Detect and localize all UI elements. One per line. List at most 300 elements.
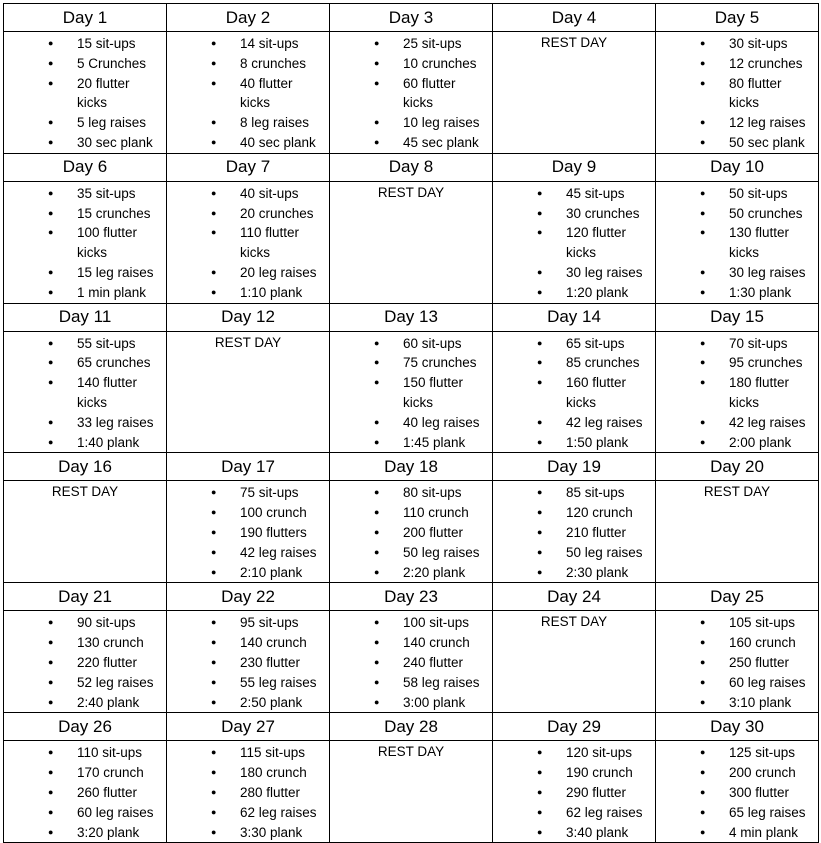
bullet-icon: ● bbox=[700, 637, 706, 648]
exercise-item bbox=[167, 184, 329, 204]
exercise-item bbox=[4, 74, 166, 114]
exercise-cell bbox=[4, 611, 167, 713]
bullet-icon: ● bbox=[537, 377, 543, 388]
bullet-icon: ● bbox=[211, 77, 217, 88]
bullet-icon: ● bbox=[374, 696, 380, 707]
exercise-cell bbox=[656, 611, 819, 713]
exercise-item bbox=[4, 783, 166, 803]
exercise-item bbox=[493, 783, 655, 803]
exercise-text: 280 flutter bbox=[240, 784, 301, 800]
exercise-text: 65 crunches bbox=[77, 355, 151, 371]
bullet-icon: ● bbox=[48, 117, 54, 128]
exercise-item bbox=[330, 334, 492, 354]
exercise-cell bbox=[4, 331, 167, 453]
exercise-text: 130 crunch bbox=[77, 635, 144, 651]
bullet-icon: ● bbox=[48, 286, 54, 297]
exercise-text: 170 crunch bbox=[77, 765, 144, 781]
exercise-text: 2:50 plank bbox=[240, 694, 303, 710]
day-header: Day 19 bbox=[493, 453, 656, 481]
bullet-icon: ● bbox=[700, 57, 706, 68]
exercise-text: 8 crunches bbox=[240, 55, 307, 71]
bullet-icon: ● bbox=[48, 77, 54, 88]
exercise-item bbox=[656, 763, 818, 783]
exercise-item bbox=[4, 263, 166, 283]
rest-day-cell bbox=[493, 611, 656, 713]
day-header: Day 3 bbox=[330, 4, 493, 32]
exercise-item bbox=[330, 433, 492, 453]
exercise-item bbox=[330, 34, 492, 54]
exercise-item bbox=[4, 743, 166, 763]
exercise-text: 3:00 plank bbox=[403, 694, 466, 710]
exercise-text: 90 sit-ups bbox=[77, 615, 136, 631]
exercise-item bbox=[656, 204, 818, 224]
bullet-icon: ● bbox=[537, 806, 543, 817]
exercise-item bbox=[167, 823, 329, 843]
exercise-cell bbox=[656, 181, 819, 303]
exercise-item bbox=[4, 223, 166, 263]
bullet-icon: ● bbox=[374, 117, 380, 128]
exercise-text: 120 sit-ups bbox=[566, 745, 633, 761]
bullet-icon: ● bbox=[211, 286, 217, 297]
bullet-icon: ● bbox=[48, 57, 54, 68]
day-header: Day 24 bbox=[493, 583, 656, 611]
exercise-item bbox=[656, 823, 818, 843]
week-exercise-row bbox=[4, 331, 819, 453]
exercise-item bbox=[167, 613, 329, 633]
exercise-item bbox=[330, 563, 492, 583]
exercise-item bbox=[330, 653, 492, 673]
exercise-item bbox=[330, 373, 492, 413]
day-header: Day 8 bbox=[330, 153, 493, 181]
bullet-icon: ● bbox=[48, 676, 54, 687]
exercise-item bbox=[4, 54, 166, 74]
exercise-text: 190 crunch bbox=[566, 765, 633, 781]
exercise-text: 115 sit-ups bbox=[240, 745, 306, 761]
rest-day-cell bbox=[330, 741, 493, 843]
exercise-cell bbox=[493, 741, 656, 843]
bullet-icon: ● bbox=[374, 57, 380, 68]
bullet-icon: ● bbox=[537, 207, 543, 218]
exercise-item bbox=[656, 223, 818, 263]
bullet-icon: ● bbox=[537, 286, 543, 297]
day-header: Day 12 bbox=[167, 303, 330, 331]
exercise-text: 300 flutter bbox=[729, 784, 790, 800]
exercise-item bbox=[493, 523, 655, 543]
exercise-item bbox=[330, 613, 492, 633]
rest-day-cell bbox=[167, 331, 330, 453]
exercise-item bbox=[656, 653, 818, 673]
exercise-text: 10 crunches bbox=[403, 55, 477, 71]
exercise-list bbox=[167, 32, 329, 153]
bullet-icon: ● bbox=[48, 266, 54, 277]
exercise-cell bbox=[330, 611, 493, 713]
exercise-text: 100 sit-ups bbox=[403, 615, 470, 631]
exercise-item bbox=[330, 413, 492, 433]
bullet-icon: ● bbox=[537, 487, 543, 498]
exercise-item bbox=[493, 373, 655, 413]
week-exercise-row bbox=[4, 181, 819, 303]
exercise-item bbox=[4, 823, 166, 843]
exercise-cell bbox=[493, 331, 656, 453]
exercise-item bbox=[656, 334, 818, 354]
exercise-text: 1:10 plank bbox=[240, 284, 303, 300]
exercise-item bbox=[656, 353, 818, 373]
bullet-icon: ● bbox=[374, 656, 380, 667]
bullet-icon: ● bbox=[211, 57, 217, 68]
exercise-list bbox=[330, 332, 492, 453]
exercise-text: 240 flutter bbox=[403, 654, 464, 670]
exercise-item bbox=[656, 673, 818, 693]
exercise-cell bbox=[4, 32, 167, 154]
exercise-item bbox=[167, 503, 329, 523]
exercise-item bbox=[167, 263, 329, 283]
exercise-text: 230 flutter bbox=[240, 654, 301, 670]
exercise-text: 220 flutter bbox=[77, 654, 138, 670]
bullet-icon: ● bbox=[48, 357, 54, 368]
exercise-item bbox=[4, 204, 166, 224]
exercise-text: 110 crunch bbox=[403, 505, 469, 521]
exercise-text: 120 flutter kicks bbox=[566, 225, 627, 261]
exercise-text: 60 flutter kicks bbox=[403, 75, 456, 111]
exercise-list bbox=[167, 182, 329, 303]
exercise-text: 55 leg raises bbox=[240, 674, 317, 690]
bullet-icon: ● bbox=[537, 436, 543, 447]
exercise-text: 2:20 plank bbox=[403, 564, 466, 580]
exercise-item bbox=[493, 334, 655, 354]
exercise-text: 50 leg raises bbox=[566, 544, 643, 560]
bullet-icon: ● bbox=[700, 786, 706, 797]
bullet-icon: ● bbox=[700, 337, 706, 348]
day-header: Day 14 bbox=[493, 303, 656, 331]
bullet-icon: ● bbox=[700, 436, 706, 447]
exercise-text: 40 leg raises bbox=[403, 414, 480, 430]
exercise-text: 3:30 plank bbox=[240, 824, 303, 840]
bullet-icon: ● bbox=[211, 117, 217, 128]
bullet-icon: ● bbox=[211, 227, 217, 238]
exercise-text: 65 sit-ups bbox=[566, 335, 625, 351]
exercise-item bbox=[167, 763, 329, 783]
exercise-item bbox=[493, 563, 655, 583]
exercise-text: 200 crunch bbox=[729, 765, 796, 781]
exercise-item bbox=[4, 433, 166, 453]
exercise-cell bbox=[656, 741, 819, 843]
exercise-item bbox=[493, 433, 655, 453]
bullet-icon: ● bbox=[48, 826, 54, 837]
bullet-icon: ● bbox=[700, 187, 706, 198]
exercise-list bbox=[4, 611, 166, 712]
workout-calendar-table bbox=[3, 3, 819, 843]
exercise-text: 60 leg raises bbox=[77, 804, 154, 820]
exercise-item bbox=[656, 74, 818, 114]
bullet-icon: ● bbox=[211, 187, 217, 198]
exercise-item bbox=[493, 413, 655, 433]
bullet-icon: ● bbox=[48, 416, 54, 427]
bullet-icon: ● bbox=[374, 566, 380, 577]
day-header: Day 29 bbox=[493, 713, 656, 741]
exercise-list bbox=[656, 182, 818, 303]
exercise-text: 50 leg raises bbox=[403, 544, 480, 560]
bullet-icon: ● bbox=[700, 266, 706, 277]
exercise-text: 140 crunch bbox=[240, 635, 307, 651]
exercise-item bbox=[656, 184, 818, 204]
exercise-item bbox=[167, 653, 329, 673]
exercise-text: 85 crunches bbox=[566, 355, 640, 371]
exercise-text: 140 flutter kicks bbox=[77, 375, 138, 410]
day-header: Day 26 bbox=[4, 713, 167, 741]
exercise-text: 52 leg raises bbox=[77, 674, 154, 690]
exercise-text: 20 flutter kicks bbox=[77, 75, 130, 111]
exercise-item bbox=[167, 34, 329, 54]
bullet-icon: ● bbox=[700, 286, 706, 297]
exercise-item bbox=[330, 693, 492, 713]
exercise-text: 15 leg raises bbox=[77, 264, 154, 280]
rest-day-cell bbox=[493, 32, 656, 154]
bullet-icon: ● bbox=[211, 266, 217, 277]
exercise-item bbox=[4, 283, 166, 303]
bullet-icon: ● bbox=[537, 826, 543, 837]
bullet-icon: ● bbox=[48, 806, 54, 817]
day-header: Day 18 bbox=[330, 453, 493, 481]
exercise-text: 30 crunches bbox=[566, 205, 640, 221]
exercise-item bbox=[167, 633, 329, 653]
exercise-item bbox=[4, 673, 166, 693]
exercise-cell bbox=[330, 32, 493, 154]
exercise-list bbox=[330, 611, 492, 712]
exercise-text: 5 Crunches bbox=[77, 55, 147, 71]
exercise-item bbox=[4, 693, 166, 713]
exercise-text: 25 sit-ups bbox=[403, 36, 462, 51]
day-header: Day 10 bbox=[656, 153, 819, 181]
exercise-cell bbox=[656, 32, 819, 154]
exercise-text: 50 sit-ups bbox=[729, 185, 788, 201]
exercise-cell bbox=[167, 611, 330, 713]
exercise-item bbox=[656, 283, 818, 303]
exercise-item bbox=[4, 113, 166, 133]
bullet-icon: ● bbox=[374, 416, 380, 427]
exercise-item bbox=[493, 763, 655, 783]
rest-day-cell bbox=[656, 481, 819, 583]
exercise-item bbox=[656, 263, 818, 283]
exercise-item bbox=[167, 563, 329, 583]
exercise-text: 10 leg raises bbox=[403, 115, 480, 131]
bullet-icon: ● bbox=[700, 767, 706, 778]
exercise-item bbox=[330, 483, 492, 503]
bullet-icon: ● bbox=[374, 436, 380, 447]
exercise-text: 290 flutter bbox=[566, 784, 627, 800]
bullet-icon: ● bbox=[374, 38, 380, 48]
bullet-icon: ● bbox=[374, 676, 380, 687]
day-header: Day 21 bbox=[4, 583, 167, 611]
exercise-item bbox=[4, 413, 166, 433]
bullet-icon: ● bbox=[374, 546, 380, 557]
exercise-list bbox=[167, 611, 329, 712]
exercise-text: 45 sit-ups bbox=[566, 185, 625, 201]
exercise-text: 210 flutter bbox=[566, 524, 627, 540]
week-exercise-row bbox=[4, 32, 819, 154]
exercise-text: 110 sit-ups bbox=[77, 745, 143, 761]
exercise-list bbox=[330, 481, 492, 582]
exercise-item bbox=[493, 503, 655, 523]
day-header: Day 13 bbox=[330, 303, 493, 331]
exercise-item bbox=[493, 543, 655, 563]
bullet-icon: ● bbox=[48, 767, 54, 778]
bullet-icon: ● bbox=[374, 487, 380, 498]
exercise-text: 5 leg raises bbox=[77, 115, 147, 131]
exercise-text: 35 sit-ups bbox=[77, 185, 136, 201]
exercise-item bbox=[167, 803, 329, 823]
exercise-text: 58 leg raises bbox=[403, 674, 480, 690]
week-header-row bbox=[4, 583, 819, 611]
day-header: Day 1 bbox=[4, 4, 167, 32]
exercise-item bbox=[4, 133, 166, 153]
exercise-text: 8 leg raises bbox=[240, 115, 310, 131]
exercise-item bbox=[4, 613, 166, 633]
exercise-list bbox=[4, 182, 166, 303]
rest-day-label: REST DAY bbox=[703, 484, 771, 500]
exercise-text: 1:20 plank bbox=[566, 284, 629, 300]
bullet-icon: ● bbox=[211, 637, 217, 648]
exercise-item bbox=[167, 483, 329, 503]
exercise-item bbox=[4, 803, 166, 823]
exercise-item bbox=[167, 133, 329, 153]
exercise-item bbox=[330, 353, 492, 373]
exercise-text: 15 sit-ups bbox=[77, 36, 136, 51]
exercise-text: 95 sit-ups bbox=[240, 615, 299, 631]
bullet-icon: ● bbox=[537, 416, 543, 427]
bullet-icon: ● bbox=[48, 227, 54, 238]
exercise-list bbox=[656, 611, 818, 712]
exercise-text: 3:10 plank bbox=[729, 694, 792, 710]
exercise-text: 160 crunch bbox=[729, 635, 796, 651]
exercise-text: 12 leg raises bbox=[729, 115, 806, 131]
day-header: Day 23 bbox=[330, 583, 493, 611]
bullet-icon: ● bbox=[700, 357, 706, 368]
exercise-text: 50 crunches bbox=[729, 205, 803, 221]
bullet-icon: ● bbox=[211, 546, 217, 557]
exercise-item bbox=[167, 693, 329, 713]
exercise-text: 140 crunch bbox=[403, 635, 470, 651]
bullet-icon: ● bbox=[700, 656, 706, 667]
exercise-text: 75 crunches bbox=[403, 355, 477, 371]
bullet-icon: ● bbox=[211, 136, 217, 147]
bullet-icon: ● bbox=[700, 38, 706, 48]
exercise-list bbox=[4, 332, 166, 453]
exercise-list bbox=[4, 741, 166, 842]
exercise-item bbox=[167, 543, 329, 563]
bullet-icon: ● bbox=[48, 656, 54, 667]
bullet-icon: ● bbox=[211, 676, 217, 687]
exercise-cell bbox=[656, 331, 819, 453]
exercise-text: 42 leg raises bbox=[566, 414, 643, 430]
week-header-row bbox=[4, 4, 819, 32]
exercise-list bbox=[4, 32, 166, 153]
bullet-icon: ● bbox=[374, 526, 380, 537]
exercise-item bbox=[4, 763, 166, 783]
exercise-text: 33 leg raises bbox=[77, 414, 154, 430]
exercise-item bbox=[656, 433, 818, 453]
bullet-icon: ● bbox=[700, 227, 706, 238]
exercise-text: 1:50 plank bbox=[566, 434, 629, 450]
bullet-icon: ● bbox=[48, 377, 54, 388]
exercise-text: 120 crunch bbox=[566, 505, 633, 521]
bullet-icon: ● bbox=[537, 747, 543, 758]
exercise-text: 180 crunch bbox=[240, 765, 307, 781]
bullet-icon: ● bbox=[700, 747, 706, 758]
bullet-icon: ● bbox=[700, 207, 706, 218]
exercise-item bbox=[656, 133, 818, 153]
exercise-item bbox=[656, 373, 818, 413]
bullet-icon: ● bbox=[537, 566, 543, 577]
bullet-icon: ● bbox=[537, 337, 543, 348]
rest-day-cell bbox=[330, 181, 493, 303]
rest-day-label: REST DAY bbox=[377, 184, 445, 200]
exercise-item bbox=[493, 223, 655, 263]
exercise-text: 30 leg raises bbox=[729, 264, 806, 280]
exercise-item bbox=[656, 783, 818, 803]
rest-day-label: REST DAY bbox=[51, 484, 119, 500]
bullet-icon: ● bbox=[211, 207, 217, 218]
bullet-icon: ● bbox=[48, 38, 54, 48]
bullet-icon: ● bbox=[211, 747, 217, 758]
exercise-text: 40 flutter kicks bbox=[240, 75, 293, 111]
exercise-item bbox=[330, 113, 492, 133]
exercise-list bbox=[167, 481, 329, 582]
bullet-icon: ● bbox=[211, 487, 217, 498]
week-exercise-row bbox=[4, 481, 819, 583]
exercise-text: 2:00 plank bbox=[729, 434, 792, 450]
week-exercise-row bbox=[4, 611, 819, 713]
exercise-text: 2:10 plank bbox=[240, 564, 303, 580]
exercise-text: 15 crunches bbox=[77, 205, 151, 221]
exercise-item bbox=[330, 673, 492, 693]
exercise-list bbox=[167, 741, 329, 842]
exercise-text: 260 flutter bbox=[77, 784, 138, 800]
exercise-text: 55 sit-ups bbox=[77, 335, 136, 351]
exercise-text: 2:40 plank bbox=[77, 694, 140, 710]
exercise-list bbox=[493, 481, 655, 582]
exercise-item bbox=[493, 743, 655, 763]
exercise-cell bbox=[330, 481, 493, 583]
exercise-text: 70 sit-ups bbox=[729, 335, 788, 351]
exercise-item bbox=[167, 783, 329, 803]
exercise-item bbox=[4, 653, 166, 673]
exercise-item bbox=[493, 353, 655, 373]
exercise-text: 105 sit-ups bbox=[729, 615, 796, 631]
day-header: Day 5 bbox=[656, 4, 819, 32]
exercise-text: 60 leg raises bbox=[729, 674, 806, 690]
bullet-icon: ● bbox=[211, 786, 217, 797]
day-header: Day 2 bbox=[167, 4, 330, 32]
day-header: Day 27 bbox=[167, 713, 330, 741]
exercise-text: 30 sec plank bbox=[77, 134, 153, 150]
day-header: Day 4 bbox=[493, 4, 656, 32]
exercise-text: 40 sit-ups bbox=[240, 185, 299, 201]
day-header: Day 28 bbox=[330, 713, 493, 741]
exercise-text: 2:30 plank bbox=[566, 564, 629, 580]
exercise-item bbox=[4, 34, 166, 54]
exercise-item bbox=[330, 633, 492, 653]
exercise-text: 30 leg raises bbox=[566, 264, 643, 280]
bullet-icon: ● bbox=[374, 337, 380, 348]
exercise-item bbox=[493, 204, 655, 224]
rest-day-label: REST DAY bbox=[377, 744, 445, 760]
bullet-icon: ● bbox=[537, 266, 543, 277]
exercise-item bbox=[493, 803, 655, 823]
exercise-item bbox=[167, 204, 329, 224]
exercise-text: 40 sec plank bbox=[240, 134, 316, 150]
day-header: Day 16 bbox=[4, 453, 167, 481]
bullet-icon: ● bbox=[374, 377, 380, 388]
